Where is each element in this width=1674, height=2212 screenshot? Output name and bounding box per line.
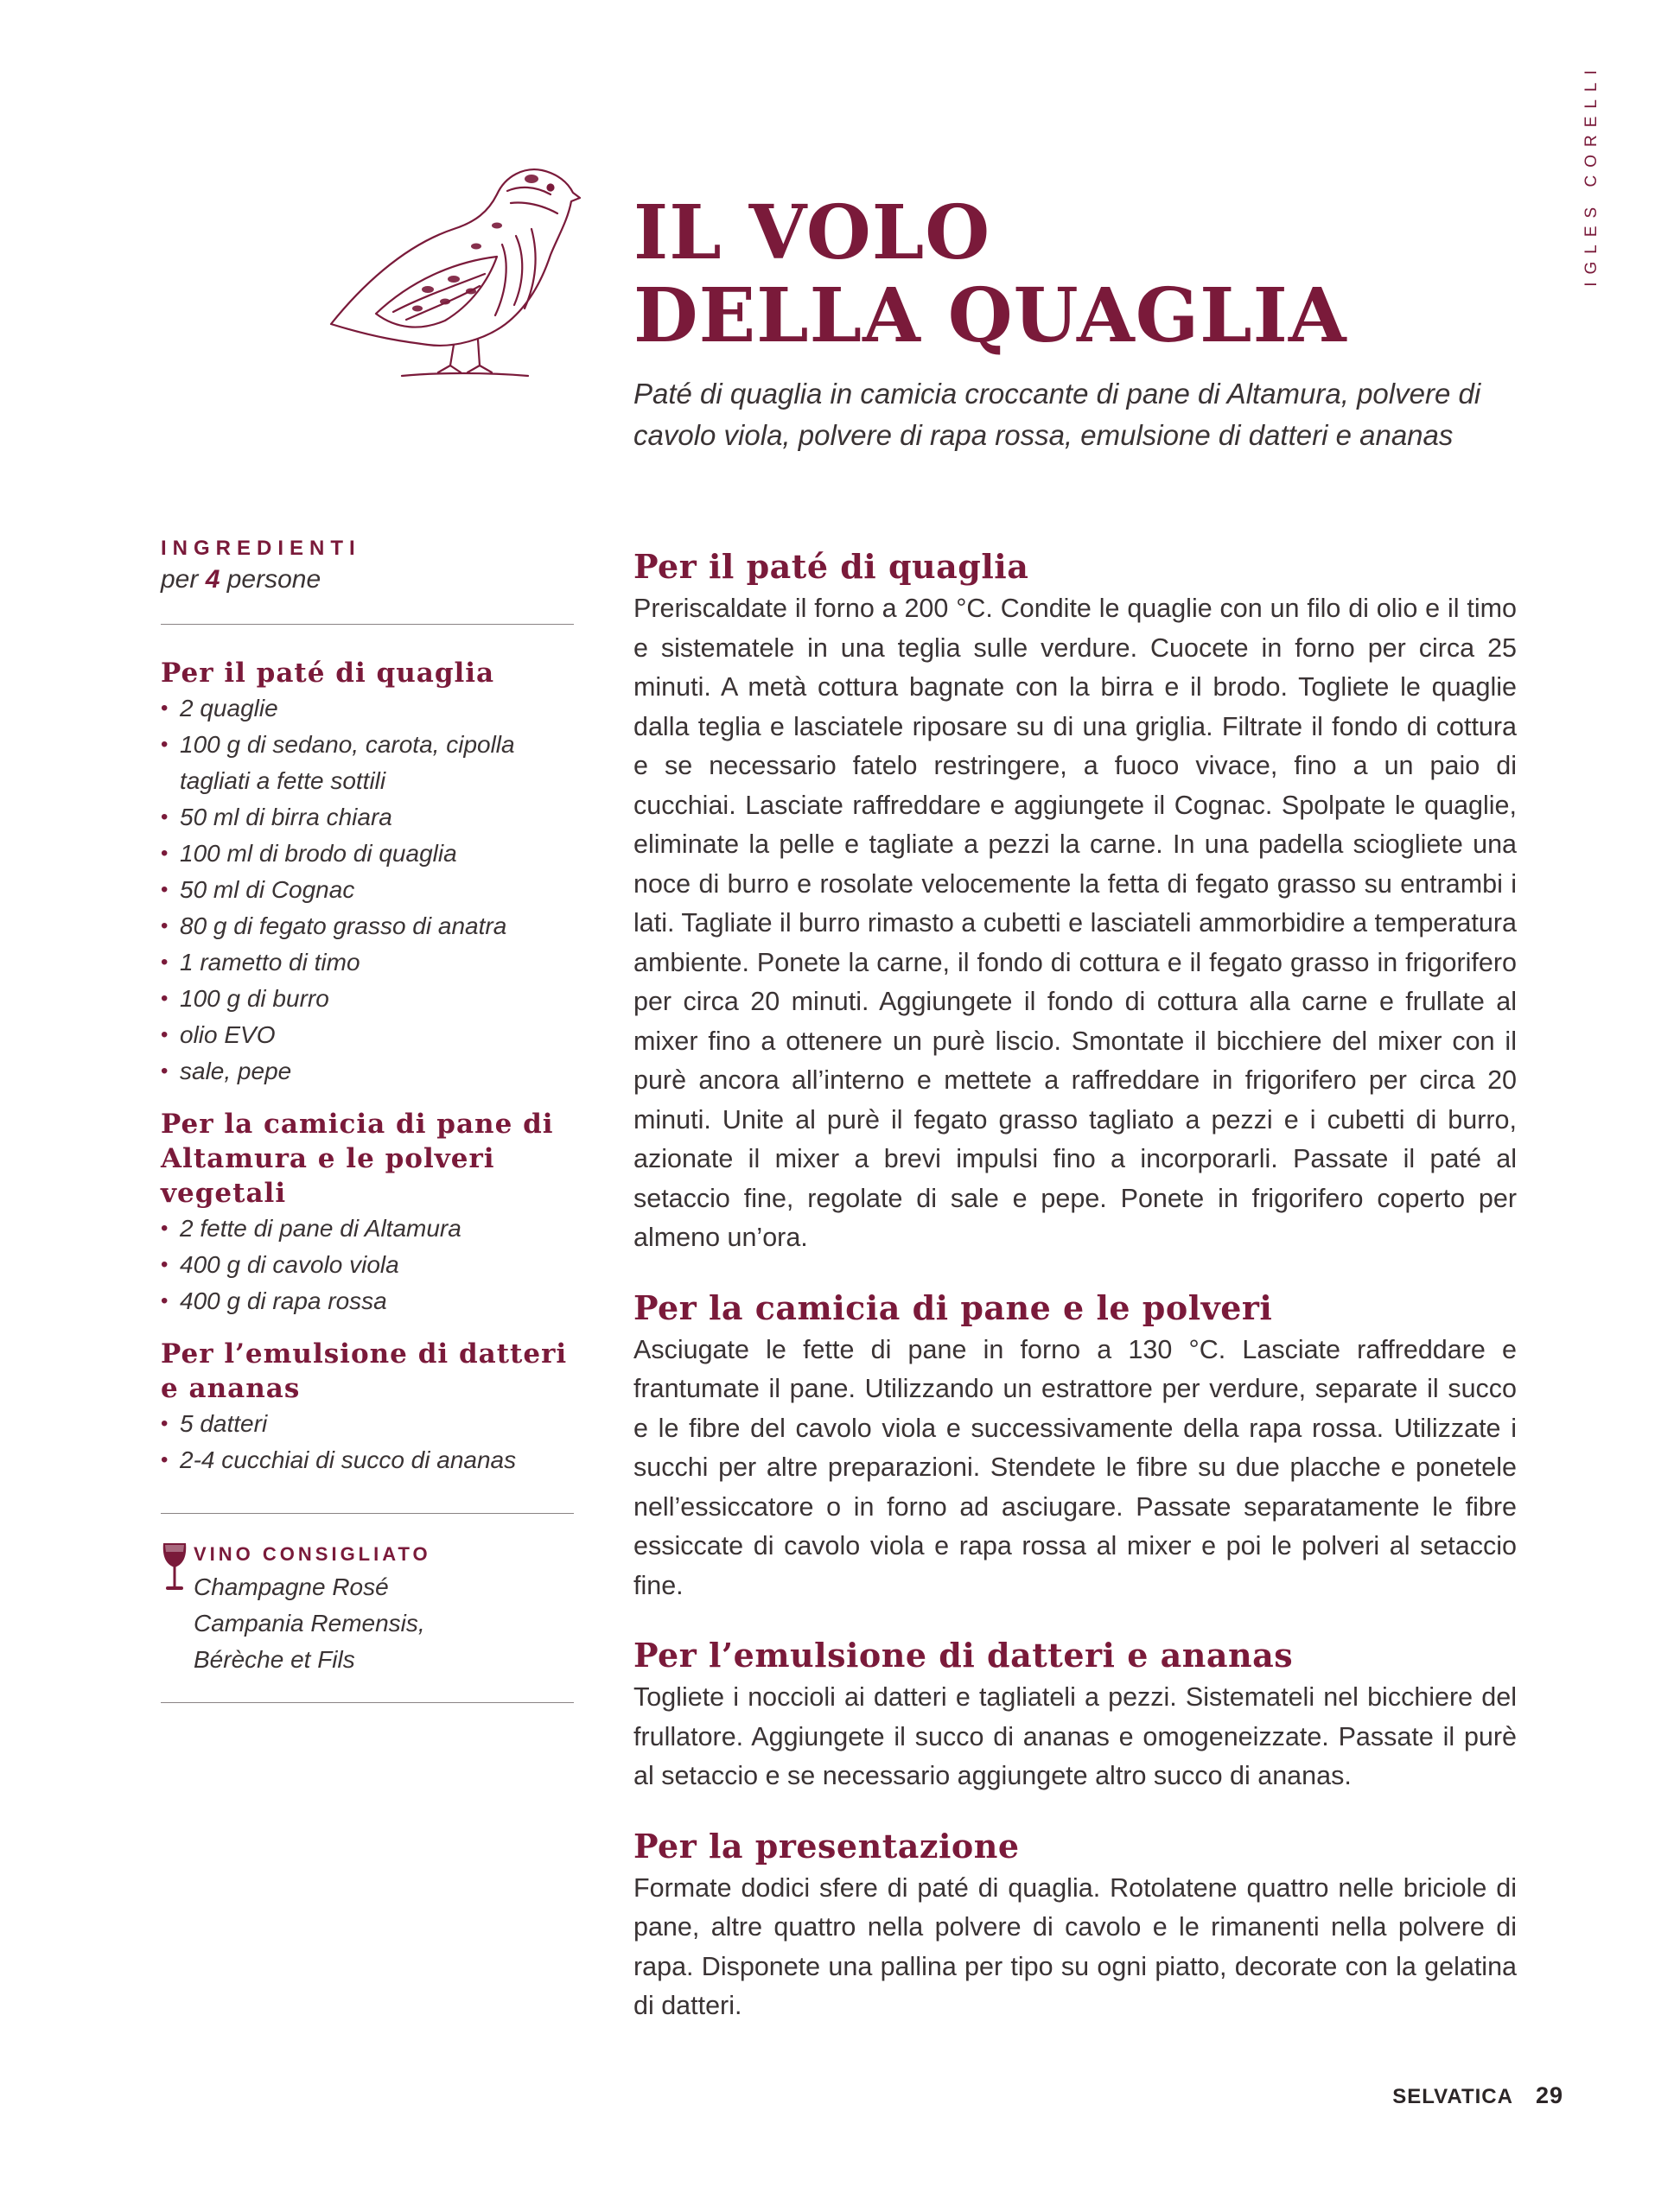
section-title: Per la presentazione [633, 1826, 1020, 1866]
wine-name-line: Campania Remensis, [194, 1610, 425, 1637]
servings-number: 4 [205, 565, 220, 594]
ingredients-heading: INGREDIENTI [161, 537, 361, 560]
ingredient-list [161, 1211, 574, 1319]
list-item: • 100 g di burro [161, 981, 574, 1017]
section-body: Formate dodici sfere di paté di quaglia. Rotolatene quattro nelle briciole di pane, altre quattro nella polvere di cavolo e le rimanenti nella polvere di rapa. Disponete una pallina per tipo su ogni piatto, decorate con la gelatina di datteri. [633, 1872, 1517, 2020]
method-column [633, 544, 1517, 2026]
list-item: • 50 ml di Cognac [161, 872, 574, 908]
list-item: • 400 g di rapa rossa [161, 1283, 574, 1319]
wine-pairing [161, 1540, 574, 1678]
ingredient-group-title: Per la camicia di pane di Altamura e le polveri vegetali [161, 1109, 554, 1209]
wine-name-line: Bérèche et Fils [194, 1646, 355, 1673]
ingredient-group [161, 656, 574, 1090]
list-item: • 400 g di cavolo viola [161, 1247, 574, 1283]
section-body: Togliete i noccioli ai datteri e tagliateli a pezzi. Sistemateli nel bicchiere del frullatore. Aggiungete il succo di ananas e omogeneizzate. Passate il purè al setaccio e se necessario aggiungete altro succo di ananas. [633, 1682, 1517, 1790]
title-line-1: IL VOLO [633, 189, 991, 276]
wine-heading: VINO CONSIGLIATO [194, 1543, 431, 1565]
section-title: Per la camicia di pane e le polveri [633, 1287, 1273, 1327]
method-section [633, 544, 1517, 1258]
list-item: • sale, pepe [161, 1053, 574, 1090]
ingredient-list [161, 690, 574, 1090]
ingredient-group-title: Per l’emulsione di datteri e ananas [161, 1338, 568, 1404]
list-item: • olio EVO [161, 1017, 574, 1053]
list-item: • 2 fette di pane di Altamura [161, 1211, 574, 1247]
section-title: Per l’emulsione di datteri e ananas [633, 1636, 1294, 1675]
recipe-subtitle: Paté di quaglia in camicia croccante di pane di Altamura, polvere di cavolo viola, polvere di rapa rossa, emulsione di datteri e ananas [633, 378, 1481, 451]
page-number: 29 [1535, 2082, 1563, 2108]
title-line-2: DELLA QUAGLIA [633, 272, 1347, 359]
book-title: SELVATICA [1392, 2085, 1513, 2108]
page-footer [1392, 2082, 1563, 2109]
list-item: • 100 g di sedano, carota, cipolla tagliati a fette sottili [161, 727, 574, 799]
method-section [633, 1824, 1517, 2026]
divider [161, 1513, 574, 1514]
author-name: IGLES CORELLI [1582, 62, 1601, 287]
ingredients-column [161, 536, 574, 1703]
quail-illustration [324, 160, 583, 385]
list-item: • 50 ml di birra chiara [161, 799, 574, 836]
list-item: • 2-4 cucchiai di succo di ananas [161, 1442, 574, 1478]
servings: per 4 persone [161, 565, 321, 594]
section-title: Per il paté di quaglia [633, 547, 1029, 586]
wine-name-line: Champagne Rosé [194, 1573, 389, 1600]
divider [161, 624, 574, 625]
divider [161, 1702, 574, 1703]
ingredient-group [161, 1337, 574, 1478]
recipe-title [633, 189, 1541, 359]
list-item: • 1 rametto di timo [161, 944, 574, 981]
method-section [633, 1633, 1517, 1796]
list-item: • 100 ml di brodo di quaglia [161, 836, 574, 872]
ingredient-list [161, 1406, 574, 1478]
method-section [633, 1286, 1517, 1606]
section-body: Asciugate le fette di pane in forno a 130 °C. Lasciate raffreddare e frantumate il pane. Utilizzando un estrattore per verdure, separate il succo e le fibre del cavolo viola e successivamente della rapa rossa. Utilizzate i succhi per altre preparazioni. Stendete le fibre su due placche e ponetele nell’essiccatore o in forno ad asciugare. Passate separatamente le fibre essiccate di cavolo viola e rapa rossa al mixer e poi le polveri al setaccio fine. [633, 1334, 1517, 1600]
list-item: • 80 g di fegato grasso di anatra [161, 908, 574, 944]
list-item: • 5 datteri [161, 1406, 574, 1442]
wine-glass-icon [161, 1541, 188, 1595]
ingredient-group-title: Per il paté di quaglia [161, 658, 495, 689]
ingredient-group [161, 1107, 574, 1319]
section-body: Preriscaldate il forno a 200 °C. Condite le quaglie con un filo di olio e il timo e sistematele in una teglia sulle verdure. Cuocete in forno per circa 25 minuti. A metà cottura bagnate con la birra e il brodo. Togliete le quaglie dalla teglia e lasciatele riposare su di una griglia. Filtrate il fondo di cottura e se necessario fatelo restringere, a fuoco vivace, fino a un paio di cucchiai. Lasciate raffreddare e aggiungete il Cognac. Spolpate le quaglie, eliminate la pelle e tagliate a pezzi la carne. In una padella sciogliete una noce di burro e rosolate velocemente la fetta di fegato grasso su entrambi i lati. Tagliate il burro rimasto a cubetti e lasciateli ammorbidire a temperatura ambiente. Ponete la carne, il fondo di cottura e il fegato grasso in frigorifero per circa 20 minuti. Aggiungete il fondo di cottura alla carne e frullate al mixer fino a ottenere un purè liscio. Smontate il bicchiere del mixer con il purè ancora all’interno e mettete a raffreddare in frigorifero per circa 20 minuti. Unite al purè il fegato grasso tagliato a pezzi e i cubetti di burro, azionate il mixer a brevi impulsi fino a incorporarli. Passate il paté al setaccio fine, regolate di sale e pepe. Ponete in frigorifero coperto per almeno un’ora. [633, 594, 1517, 1252]
list-item: • 2 quaglie [161, 690, 574, 727]
